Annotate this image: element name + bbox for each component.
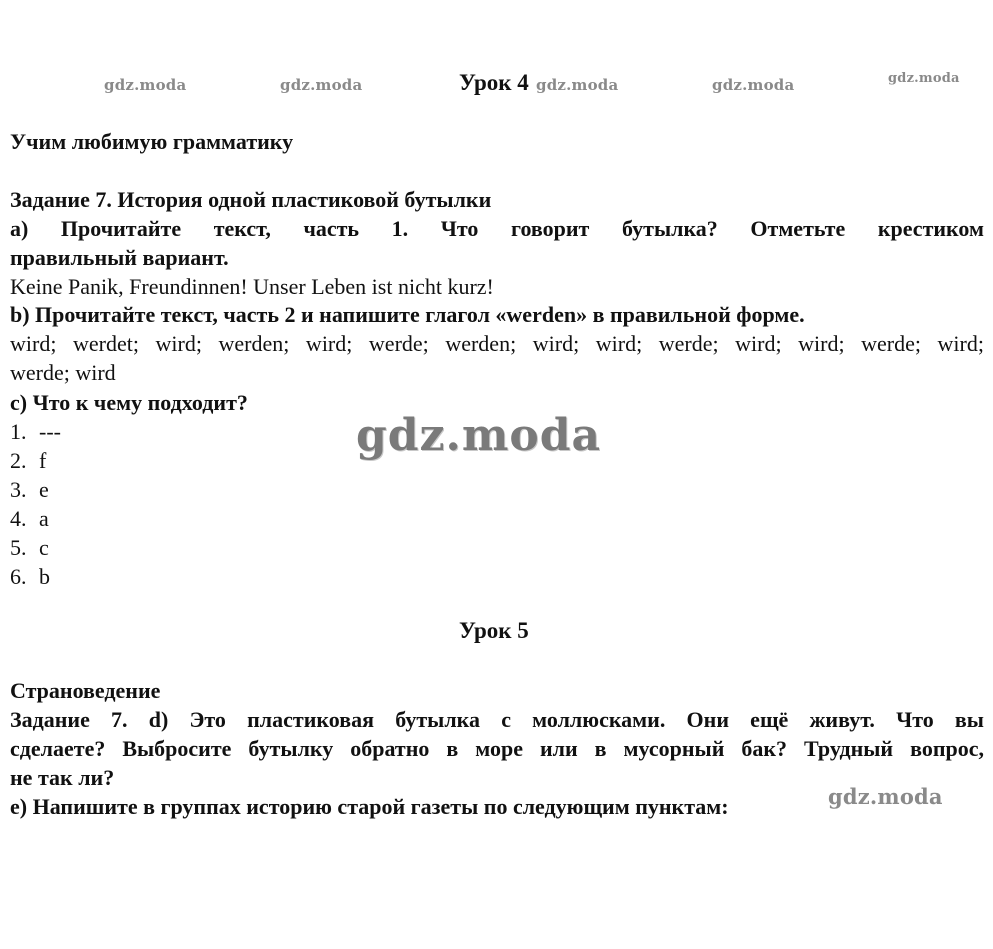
- task-part-c: c) Что к чему подходит?: [10, 390, 248, 415]
- task-part-a-continued: правильный вариант.: [10, 245, 229, 270]
- list-item: [10, 446, 46, 475]
- list-item: [10, 562, 50, 591]
- answer-b-continued: werde; wird: [10, 360, 116, 385]
- watermark: gdz.moda: [536, 76, 619, 94]
- watermark: gdz.moda: [888, 71, 960, 86]
- task-part-e: e) Напишите в группах историю старой газеты по следующим пунктам:: [10, 794, 729, 819]
- list-number: 1.: [10, 419, 27, 444]
- list-number: 4.: [10, 506, 27, 531]
- list-value: c: [39, 535, 49, 560]
- lesson-4-title: Урок 4: [459, 70, 529, 95]
- list-item: [10, 504, 49, 533]
- answer-a: Keine Panik, Freundinnen! Unser Leben ist nicht kurz!: [10, 274, 494, 299]
- watermark: gdz.moda: [828, 784, 943, 809]
- task-part-b: b) Прочитайте текст, часть 2 и напишите глагол «werden» в правильной форме.: [10, 302, 805, 327]
- task-title: Задание 7. История одной пластиковой бутылки: [10, 187, 492, 212]
- list-value: e: [39, 477, 49, 502]
- section-heading: Страноведение: [10, 678, 161, 703]
- answer-b: wird; werdet; wird; werden; wird; werde; werden; wird; wird; werde; wird; wird; werde; wird;: [10, 331, 984, 356]
- list-number: 3.: [10, 477, 27, 502]
- list-item: [10, 417, 61, 446]
- watermark: gdz.moda: [104, 76, 187, 94]
- list-number: 5.: [10, 535, 27, 560]
- list-item: [10, 475, 49, 504]
- task-title: Задание 7. d) Это пластиковая бутылка с моллюсками. Они ещё живут. Что вы: [10, 707, 984, 732]
- list-value: a: [39, 506, 49, 531]
- watermark: gdz.moda: [280, 76, 363, 94]
- list-item: [10, 533, 49, 562]
- task-title-continued: не так ли?: [10, 765, 115, 790]
- watermark: gdz.moda: [712, 76, 795, 94]
- list-value: b: [39, 564, 50, 589]
- lesson-5-title: Урок 5: [459, 618, 529, 643]
- task-title-continued: сделаете? Выбросите бутылку обратно в море или в мусорный бак? Трудный вопрос,: [10, 736, 984, 761]
- list-number: 6.: [10, 564, 27, 589]
- list-value: ---: [39, 419, 61, 444]
- list-number: 2.: [10, 448, 27, 473]
- section-heading: Учим любимую грамматику: [10, 129, 294, 154]
- list-value: f: [39, 448, 47, 473]
- watermark-large: gdz.moda: [356, 410, 602, 461]
- task-part-a: a) Прочитайте текст, часть 1. Что говорит бутылка? Отметьте крестиком: [10, 216, 984, 241]
